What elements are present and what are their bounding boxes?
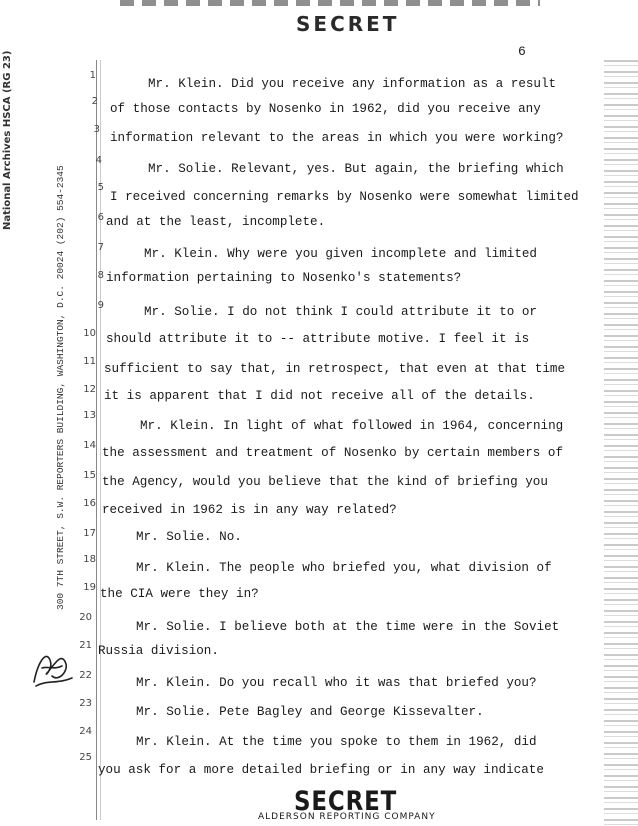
- line-number: 10: [83, 328, 96, 339]
- line-number: 6: [97, 212, 104, 223]
- line-number: 17: [83, 528, 96, 539]
- line-number: 15: [83, 470, 96, 481]
- margin-rule-secondary: [100, 60, 101, 820]
- transcript-line: information relevant to the areas in which you were working?: [110, 131, 564, 145]
- line-number: 5: [97, 182, 104, 193]
- bottom-classification-stamp: SECRET: [294, 786, 398, 817]
- line-number: 4: [95, 155, 102, 166]
- signature-initials: [28, 642, 76, 692]
- transcript-line: the assessment and treatment of Nosenko by certain members of: [102, 446, 564, 460]
- line-number: 14: [83, 440, 96, 451]
- transcript-line: and at the least, incomplete.: [106, 215, 326, 229]
- line-number: 23: [79, 698, 92, 709]
- transcript-line: of those contacts by Nosenko in 1962, did you receive any: [110, 102, 541, 116]
- line-number: 12: [83, 384, 96, 395]
- transcript-line: Mr. Solie. No.: [136, 530, 242, 544]
- line-number: 2: [91, 96, 98, 107]
- line-number: 8: [97, 270, 104, 281]
- top-classification-stamp: SECRET: [296, 12, 400, 36]
- right-edge-artifact: [604, 60, 638, 826]
- transcript-line: Russia division.: [98, 644, 219, 658]
- transcript-line: it is apparent that I did not receive all of the details.: [104, 389, 535, 403]
- transcript-line: Mr. Klein. Did you receive any information as a result: [148, 77, 557, 91]
- transcript-line: Mr. Klein. Why were you given incomplete and limited: [144, 247, 537, 261]
- transcript-line: Mr. Klein. The people who briefed you, what division of: [136, 561, 552, 575]
- line-number: 19: [83, 582, 96, 593]
- line-number: 1: [89, 70, 96, 81]
- margin-rule: [96, 60, 97, 820]
- transcript-line: received in 1962 is in any way related?: [102, 503, 397, 517]
- transcript-line: Mr. Solie. Relevant, yes. But again, the briefing which: [148, 162, 564, 176]
- transcript-line: information pertaining to Nosenko's statements?: [106, 271, 462, 285]
- line-number: 21: [79, 640, 92, 651]
- reporting-company: ALDERSON REPORTING COMPANY: [258, 812, 436, 822]
- line-number: 9: [97, 300, 104, 311]
- transcript-line: you ask for a more detailed briefing or in any way indicate: [98, 763, 544, 777]
- transcript-line: Mr. Solie. Pete Bagley and George Kissevalter.: [136, 705, 484, 719]
- transcript-line: the CIA were they in?: [100, 587, 259, 601]
- transcript-line: Mr. Solie. I believe both at the time were in the Soviet: [136, 620, 560, 634]
- line-number: 24: [79, 726, 92, 737]
- transcript-line: Mr. Klein. Do you recall who it was that briefed you?: [136, 676, 537, 690]
- line-number: 18: [83, 554, 96, 565]
- transcript-line: Mr. Solie. I do not think I could attribute it to or: [144, 305, 537, 319]
- line-number: 13: [83, 410, 96, 421]
- transcript-line: I received concerning remarks by Nosenko were somewhat limited: [110, 190, 579, 204]
- line-number: 25: [79, 752, 92, 763]
- top-edge-artifact: [120, 0, 540, 6]
- line-number: 11: [83, 356, 96, 367]
- reporter-address: 300 7TH STREET, S.W. REPORTERS BUILDING, WASHINGTON, D.C. 20024 (202) 554-2345: [55, 165, 66, 610]
- line-number: 22: [79, 670, 92, 681]
- archive-note: National Archives HSCA (RG 23): [2, 50, 13, 230]
- line-number: 16: [83, 498, 96, 509]
- line-number: 20: [79, 612, 92, 623]
- line-number: 3: [93, 124, 100, 135]
- transcript-line: Mr. Klein. At the time you spoke to them in 1962, did: [136, 735, 537, 749]
- transcript-line: Mr. Klein. In light of what followed in 1964, concerning: [140, 419, 564, 433]
- line-number: 7: [97, 242, 104, 253]
- page-number: 6: [518, 44, 526, 59]
- transcript-line: the Agency, would you believe that the kind of briefing you: [102, 475, 548, 489]
- transcript-line: should attribute it to -- attribute motive. I feel it is: [106, 332, 530, 346]
- transcript-line: sufficient to say that, in retrospect, that even at that time: [104, 362, 566, 376]
